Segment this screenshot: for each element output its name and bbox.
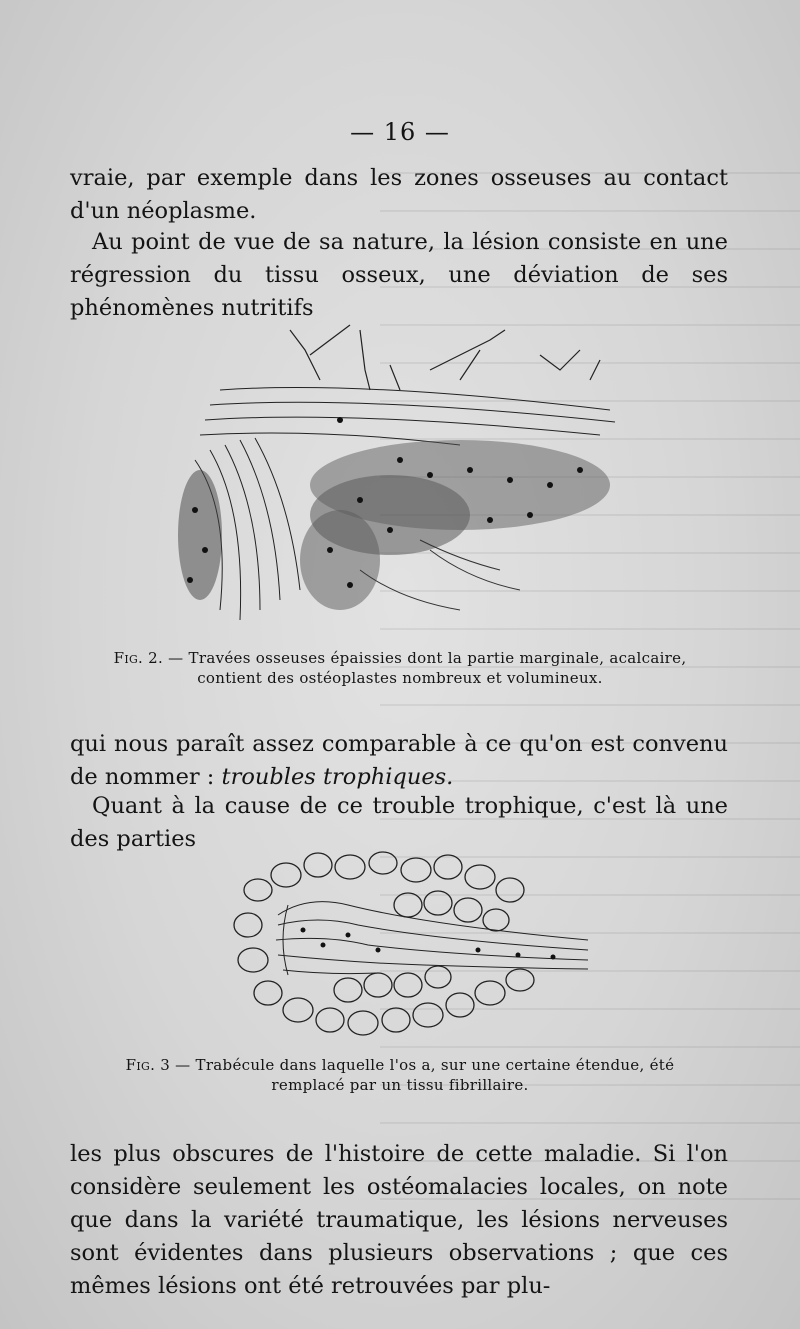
paragraph-cause: Quant à la cause de ce trouble trophique, c'est là une des parties xyxy=(70,793,728,852)
fibrillar-trabecula xyxy=(276,902,588,975)
paragraph-troubles-text: qui nous paraît assez comparable à ce qu'on est convenu de nommer : xyxy=(70,731,728,790)
figure-3-illustration xyxy=(228,845,598,1045)
figure-2-caption-text: — Travées osseuses épaissies dont la partie marginale, acalcaire, contient des ostéoplastes nombreux et volumineux. xyxy=(163,649,687,687)
bone-trabecula-mass xyxy=(178,440,610,610)
figure-3-label: Fig. 3 xyxy=(125,1056,171,1074)
figure-3-caption xyxy=(90,1055,710,1095)
figure-3-caption-text: — Trabécule dans laquelle l'os a, sur une certaine étendue, été remplacé par un tissu fibrillaire. xyxy=(170,1056,675,1094)
figure-2-illustration xyxy=(160,310,630,640)
nerve-fibers xyxy=(290,325,600,390)
page-number: — 16 — xyxy=(350,118,450,146)
marrow-adipose-cells xyxy=(234,852,534,1035)
figure-2-caption xyxy=(90,648,710,688)
paragraph-troubles-trophiques xyxy=(70,728,728,794)
paragraph-continuation: vraie, par exemple dans les zones osseuses au contact d'un néoplasme. xyxy=(70,165,728,224)
figure-2-label: Fig. 2. xyxy=(113,649,164,667)
paragraph-nature-lesion: Au point de vue de sa nature, la lésion consiste en une régression du tissu osseux, une déviation de ses phénomènes nutritifs xyxy=(70,229,728,321)
troubles-trophiques-italic: troubles trophiques. xyxy=(221,764,454,790)
paragraph-obscure-history: les plus obscures de l'histoire de cette maladie. Si l'on considère seulement les ostéomalacies locales, on note que dans la variété traumatique, les lésions nerveuses sont évidentes dans plusieurs observations ; que ces mêmes lésions ont été retrouvées par plu- xyxy=(70,1141,728,1299)
